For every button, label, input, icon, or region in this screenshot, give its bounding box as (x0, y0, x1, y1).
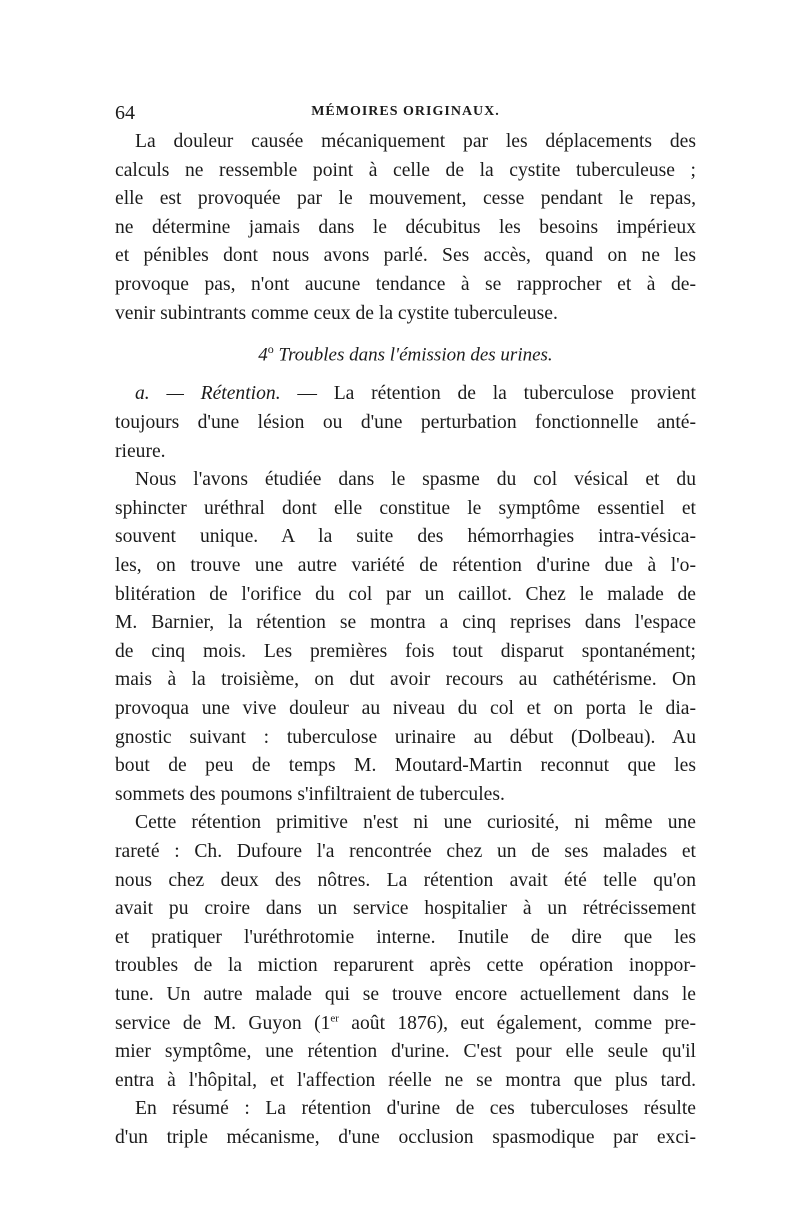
page-number: 64 (115, 102, 135, 124)
text-line: sommets des poumons s'infiltraient de tubercules. (115, 783, 505, 805)
section-degree: o (267, 342, 274, 357)
page-header (115, 98, 696, 128)
text-line: mier symptôme, une rétention d'urine. C'est pour elle seule qu'il (115, 1041, 696, 1063)
text-line: rieure. (115, 440, 166, 462)
text-line: provoqua une vive douleur au niveau du col et on porta le dia- (115, 698, 696, 720)
date-line-end: août 1876), eut également, comme pre- (338, 1012, 696, 1034)
text-line (115, 380, 696, 409)
text-line: Cette rétention primitive n'est ni une curiosité, ni même une (135, 812, 696, 834)
text-line: La douleur causée mécaniquement par les déplacements des (135, 131, 696, 152)
text-line: et pratiquer l'uréthrotomie interne. Inutile de dire que les (115, 926, 696, 948)
text-line: troubles de la miction reparurent après cette opération inoppor- (115, 955, 696, 977)
paragraph-rarete (115, 809, 696, 1095)
text-line: nous chez deux des nôtres. La rétention avait été telle qu'on (115, 869, 696, 891)
text-line: calculs ne ressemble point à celle de la cystite tuberculeuse ; (115, 159, 696, 181)
running-title: MÉMOIRES ORIGINAUX. (311, 104, 500, 119)
text-line: avait pu croire dans un service hospitalier à un rétrécissement (115, 898, 696, 920)
date-line-start: service de M. Guyon (1 (115, 1012, 331, 1034)
text-line: d'un triple mécanisme, d'une occlusion spasmodique par exci- (115, 1126, 696, 1148)
lead-title: Rétention. (200, 383, 281, 405)
text-line: provoque pas, n'ont aucune tendance à se rapprocher et à de- (115, 273, 696, 295)
text-line: venir subintrants comme ceux de la cystite tuberculeuse. (115, 302, 558, 324)
section-number: 4 (258, 344, 268, 366)
text-line: mais à la troisième, on dut avoir recours au cathétérisme. On (115, 669, 696, 691)
text-line: toujours d'une lésion ou d'une perturbation fonctionnelle anté- (115, 412, 696, 434)
text-line: entra à l'hôpital, et l'affection réelle ne se montra que plus tard. (115, 1069, 696, 1091)
date-line-superscript: er (330, 1012, 339, 1025)
section-title-text: Troubles dans l'émission des urines. (278, 344, 553, 366)
text-line: les, on trouve une autre variété de rétention d'urine due à l'o- (115, 555, 696, 577)
text-line: sphincter uréthral dont elle constitue le symptôme essentiel et (115, 497, 696, 519)
paragraph-retention (115, 380, 696, 466)
text-line: M. Barnier, la rétention se montra a cinq reprises dans l'espace (115, 612, 696, 634)
text-line: ne détermine jamais dans le décubitus les besoins impérieux (115, 216, 696, 238)
text-line: En résumé : La rétention d'urine de ces tuberculoses résulte (135, 1098, 696, 1120)
text-line: et pénibles dont nous avons parlé. Ses accès, quand on ne les (115, 245, 696, 267)
text-line: souvent unique. A la suite des hémorrhagies intra-vésica- (115, 526, 696, 548)
text-line: bout de peu de temps M. Moutard-Martin reconnut que les (115, 755, 696, 777)
text-line: tune. Un autre malade qui se trouve encore actuellement dans le (115, 983, 696, 1005)
text-line: gnostic suivant : tuberculose urinaire au début (Dolbeau). Au (115, 726, 696, 748)
text-line: blitération de l'orifice du col par un caillot. Chez le malade de (115, 583, 696, 605)
book-page (115, 98, 696, 1153)
paragraph-douleur (115, 128, 696, 328)
text-line: rareté : Ch. Dufoure l'a rencontrée chez un de ses malades et (115, 840, 696, 862)
text-line: de cinq mois. Les premières fois tout disparut spontanément; (115, 640, 696, 662)
text-line (115, 1010, 696, 1039)
text-line: elle est provoquée par le mouvement, cesse pendant le repas, (115, 188, 696, 210)
text-line: Nous l'avons étudiée dans le spasme du col vésical et du (135, 469, 696, 491)
paragraph-spasme (115, 466, 696, 809)
lead-rest: — La rétention de la tuberculose provient (297, 383, 696, 405)
lead-letter: a. — (135, 383, 184, 405)
paragraph-resume (115, 1095, 696, 1152)
section-heading (115, 342, 696, 366)
